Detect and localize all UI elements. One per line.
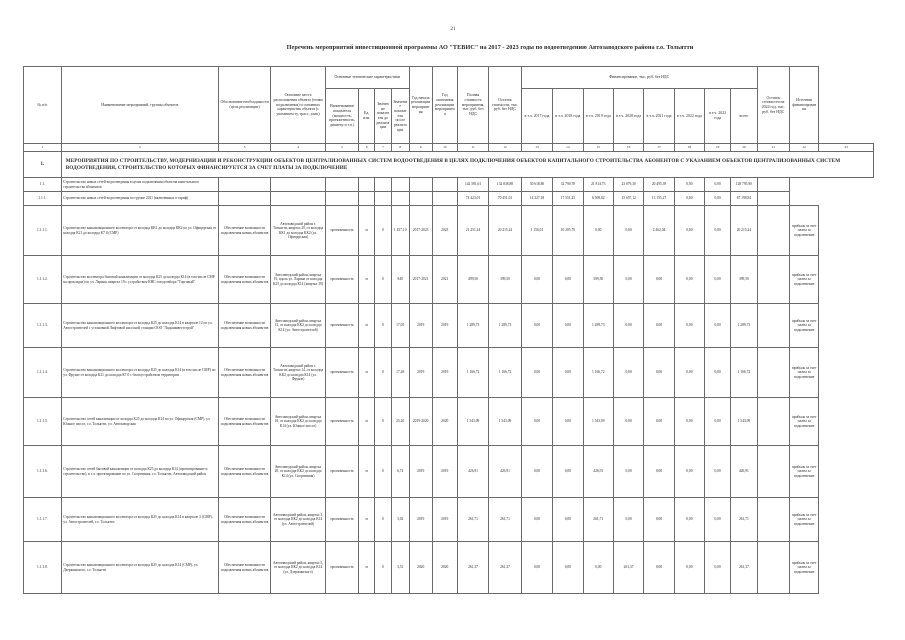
row-year-start: 2019-2020: [409, 398, 432, 446]
column-index-cell: 22: [790, 144, 819, 152]
row-fin-year: 0,00: [583, 542, 613, 594]
row-fin-year: 261,37: [613, 542, 643, 594]
row-param: протяженность: [325, 256, 359, 304]
row-unit: м: [359, 304, 375, 348]
row-fin-year: 0,00: [674, 304, 704, 348]
column-index-cell: 1: [24, 144, 62, 152]
column-index-cell: 6: [359, 144, 375, 152]
header-source: Источник финансирования: [790, 67, 819, 144]
row-total: 399,50: [731, 256, 757, 304]
subtotal-cell: 0,00: [674, 178, 704, 192]
row-need: Обеспечение возможности подключения новых абонентов: [218, 348, 270, 398]
row-cost-left: 399,50: [489, 256, 521, 304]
subtotal-cell: [757, 178, 789, 192]
column-index-cell: 3: [218, 144, 270, 152]
row-year-start: 2020: [409, 542, 432, 594]
row-fin-year: 0,00: [583, 206, 613, 256]
subtotal-cell: [432, 178, 457, 192]
row-cost-plan: 426,91: [457, 446, 488, 498]
subtotal-cell: 23 079,30: [613, 178, 643, 192]
row-unit: м: [359, 206, 375, 256]
column-index-cell: 10: [432, 144, 457, 152]
row-name: Строительство канализационного коллектора от колодца К25 до колодца К14 (СМР), ул. Дзержинского, г.о. Тольятти: [61, 542, 218, 594]
header-num: № п/п: [24, 67, 62, 144]
row-fin-year: 2 462,04: [644, 206, 674, 256]
subtotal-cell: 128 795,90: [731, 178, 757, 192]
row-year-end: 2019: [432, 304, 457, 348]
subtotal-cell: 6 508,02: [583, 192, 613, 206]
subtotal-cell: 32 790,78: [553, 178, 583, 192]
column-index-cell: 11: [457, 144, 488, 152]
row-fin-year: 0,00: [705, 206, 731, 256]
header-val-before: Значение показателя до реализации: [375, 89, 392, 144]
row-fin-year: 0,00: [705, 446, 731, 498]
row-remain: [757, 498, 789, 542]
row-year-end: 2020: [432, 542, 457, 594]
column-index-cell: 8: [391, 144, 409, 152]
row-year-end: 2020: [432, 398, 457, 446]
subtotal-cell: [391, 178, 409, 192]
row-fin-year: 0,00: [674, 446, 704, 498]
header-tech-group: Основные технические характеристики: [325, 67, 409, 89]
column-index-cell: 17: [644, 144, 674, 152]
row-cost-plan: 499,50: [457, 256, 488, 304]
column-index-cell: 23: [819, 144, 874, 152]
page-number: 21: [450, 27, 456, 32]
column-index-cell: 4: [271, 144, 325, 152]
row-unit: м: [359, 542, 375, 594]
row-cost-left: 1 289,73: [489, 304, 521, 348]
row-name: Строительство канализационного коллектора от колодца КК1 до колодца КК2 по ул. Офицерская от колодца К21 до колодца К7.0 (СМР): [61, 206, 218, 256]
row-source: прибыль за счет платы за подключение: [790, 498, 819, 542]
table-row: [24, 498, 874, 542]
row-fin-year: 0,00: [553, 348, 583, 398]
subtotal-cell: [375, 192, 392, 206]
subtotal-cell: [375, 178, 392, 192]
row-remain: [757, 542, 789, 594]
row-param: протяженность: [325, 304, 359, 348]
row-fin-year: 0,00: [553, 542, 583, 594]
row-source: прибыль за счет платы за подключение: [790, 398, 819, 446]
table-body: [24, 67, 874, 594]
row-param: протяженность: [325, 542, 359, 594]
subtotal-cell: 74 423,01: [457, 192, 488, 206]
row-num: 1.1.1.8.: [24, 542, 62, 594]
header-tech-param: Наименование показателя (мощность, протяженность, диаметр и т.п.): [325, 89, 359, 144]
row-fin-year: 0,00: [521, 398, 552, 446]
row-year-end: 2023: [432, 206, 457, 256]
table-row: [24, 542, 874, 594]
row-value-before: 0: [375, 398, 392, 446]
row-year-start: 2019: [409, 498, 432, 542]
subtotal-cell: 21 814,73: [583, 178, 613, 192]
row-year-end: 2021: [432, 256, 457, 304]
row-total: 261,71: [731, 498, 757, 542]
row-year-end: 2019: [432, 446, 457, 498]
column-index-cell: 2: [61, 144, 218, 152]
subtotal-cell: [218, 178, 270, 192]
subtotal-cell: 0,00: [674, 192, 704, 206]
subtotal-cell: 30 618,80: [521, 178, 552, 192]
row-desc: Автозаводский район, квартал 3, от колодца КК2 до колодца К14 (ул. Автостроителей): [271, 498, 325, 542]
header-cost-left: Остаток стоимости, тыс. руб. без НДС: [489, 67, 521, 144]
row-param: протяженность: [325, 446, 359, 498]
row-year-end: 2019: [432, 348, 457, 398]
table-row: [24, 206, 874, 256]
row-value-after: 3,51: [391, 542, 409, 594]
row-cost-plan: 261,37: [457, 542, 488, 594]
column-index-cell: 19: [705, 144, 731, 152]
row-unit: м: [359, 446, 375, 498]
row-need: Обеспечение возможности подключения новых абонентов: [218, 498, 270, 542]
row-fin-year: 0,00: [613, 446, 643, 498]
row-remain: [757, 256, 789, 304]
row-source: прибыль за счет платы за подключение: [790, 304, 819, 348]
row-year-start: 2017-2021: [409, 256, 432, 304]
row-fin-year: 0,00: [613, 348, 643, 398]
subtotal-num: 1.1.: [24, 178, 62, 192]
row-remain: [757, 446, 789, 498]
row-source: прибыль за счет платы за подключение: [790, 446, 819, 498]
section-title: МЕРОПРИЯТИЯ ПО СТРОИТЕЛЬСТВУ, МОДЕРНИЗАЦИИ И РЕКОНСТРУКЦИИ ОБЪЕКТОВ ЦЕНТРАЛИЗОВАННЫХ СИСТЕМ ВОДООТВЕДЕНИЯ В ЦЕЛЯХ ПОДКЛЮЧЕНИЯ ОБЪЕКТОВ КАПИТАЛЬНОГО СТРОИТЕЛЬСТВА АБОНЕНТОВ С УКАЗАНИЕМ ОБЪЕКТОВ ЦЕНТРАЛИЗОВАННЫХ СИСТЕМ ВОДООТВЕДЕНИЯ, СТРОИТЕЛЬСТВО КОТОРЫХ ФИНАНСИРУЕТСЯ ЗА СЧЕТ ПЛАТЫ ЗА ПОДКЛЮЧЕНИЕ: [61, 152, 873, 178]
row-need: Обеспечение возможности подключения новых абонентов: [218, 446, 270, 498]
column-index-cell: 15: [583, 144, 613, 152]
header-y2021: в т.ч. 2021 года: [644, 89, 674, 144]
header-y2017: в т.ч. 2017 года: [521, 89, 552, 144]
row-fin-year: 0,00: [705, 398, 731, 446]
row-fin-year: 0,00: [521, 498, 552, 542]
row-desc: Автозаводский район, квартал 20, от колодца КК2 до колодца К14 (ул. Спортивная): [271, 446, 325, 498]
subtotal-name: Строительство новых сетей водоотведения в целях подключения объектов капитального строительства абонентов: [61, 178, 218, 192]
row-fin-year: 0,00: [644, 542, 674, 594]
subtotal-cell: [409, 192, 432, 206]
row-cost-plan: 1 289,73: [457, 304, 488, 348]
row-fin-year: 0,00: [705, 304, 731, 348]
row-fin-year: 0,00: [705, 348, 731, 398]
row-fin-year: 1 156,01: [521, 206, 552, 256]
row-total: 426,91: [731, 446, 757, 498]
column-index-cell: 7: [375, 144, 392, 152]
row-source: прибыль за счет платы за подключение: [790, 348, 819, 398]
row-value-after: 17,05: [391, 304, 409, 348]
row-fin-year: 0,00: [613, 206, 643, 256]
header-year-end: Год окончания реализации мероприятия: [432, 67, 457, 144]
header-need: Обоснование необходимости (цель реализации): [218, 67, 270, 144]
subtotal-cell: [271, 192, 325, 206]
row-fin-year: 0,00: [553, 256, 583, 304]
subtotal-cell: [432, 192, 457, 206]
subtotal-cell: [271, 178, 325, 192]
row-fin-year: 399,50: [583, 256, 613, 304]
row-fin-year: 0,00: [521, 304, 552, 348]
row-total: 20 215,24: [731, 206, 757, 256]
subtotal-cell: [409, 178, 432, 192]
row-remain: [757, 348, 789, 398]
subtotal-num: 1.1.1.: [24, 192, 62, 206]
row-fin-year: 10 205,70: [553, 206, 583, 256]
row-fin-year: 1 543,09: [583, 398, 613, 446]
row-cost-plan: 1 166,72: [457, 348, 488, 398]
row-fin-year: 0,00: [521, 446, 552, 498]
row-need: Обеспечение возможности подключения новых абонентов: [218, 256, 270, 304]
row-value-before: 0: [375, 498, 392, 542]
row-param: протяженность: [325, 498, 359, 542]
header-y2018: в т.ч. 2018 года: [553, 89, 583, 144]
row-desc: Автозаводский район, квартал 5, от колодца КК2 до колодца К14 (ул. Дзержинского): [271, 542, 325, 594]
row-value-before: 0: [375, 348, 392, 398]
header-unit: Ед. изм.: [359, 89, 375, 144]
row-year-end: 2019: [432, 498, 457, 542]
row-fin-year: 1 166,72: [583, 348, 613, 398]
row-param: протяженность: [325, 348, 359, 398]
row-remain: [757, 304, 789, 348]
header-y2022: в т.ч. 2022 года: [674, 89, 704, 144]
row-desc: Автозаводский район г. Тольятти, квартал 14, от колодца КК2 до колодца К14 (ул. Фрунзе): [271, 348, 325, 398]
row-param: протяженность: [325, 398, 359, 446]
row-need: Обеспечение возможности подключения новых абонентов: [218, 398, 270, 446]
row-desc: Автозаводский район, квартал 12, от колодца КК2 до колодца К14 (ул. Автостроителей): [271, 304, 325, 348]
row-fin-year: 0,00: [521, 256, 552, 304]
row-value-before: 0: [375, 446, 392, 498]
row-year-start: 2019: [409, 446, 432, 498]
row-fin-year: 0,00: [674, 206, 704, 256]
row-cost-plan: 1 543,09: [457, 398, 488, 446]
column-index-cell: 16: [613, 144, 643, 152]
column-index-cell: 13: [521, 144, 552, 152]
subtotal-cell: 132 838,88: [489, 178, 521, 192]
row-name: Строительство канализационного коллектора от колодца К25 до колодца К14 в квартале 3 (СМР), ул. Автостроителей, г.о. Тольятти: [61, 498, 218, 542]
row-unit: м: [359, 498, 375, 542]
row-fin-year: 0,00: [705, 542, 731, 594]
subtotal-cell: 0,00: [705, 178, 731, 192]
row-cost-left: 261,71: [489, 498, 521, 542]
header-y2019: в т.ч. 2019 года: [583, 89, 613, 144]
header-y2023: в т.ч. 2023 года: [705, 89, 731, 144]
row-fin-year: 0,00: [644, 304, 674, 348]
investment-table: [23, 66, 874, 594]
row-fin-year: 0,00: [644, 498, 674, 542]
subtotal-cell: [325, 178, 359, 192]
row-fin-year: 0,00: [553, 498, 583, 542]
row-unit: м: [359, 256, 375, 304]
row-source: прибыль за счет платы за подключение: [790, 256, 819, 304]
subtotal-cell: [325, 192, 359, 206]
subtotal-cell: 67 198,84: [731, 192, 757, 206]
row-value-before: 0: [375, 256, 392, 304]
subtotal-cell: 13 155,27: [644, 192, 674, 206]
row-year-start: 2017-2023: [409, 206, 432, 256]
subtotal-row: [24, 192, 874, 206]
row-remain: [757, 206, 789, 256]
row-source: прибыль за счет платы за подключение: [790, 542, 819, 594]
row-cost-left: 1 166,72: [489, 348, 521, 398]
row-unit: м: [359, 348, 375, 398]
header-y2020: в т.ч. 2020 года: [613, 89, 643, 144]
row-fin-year: 0,00: [644, 348, 674, 398]
row-fin-year: 0,00: [521, 542, 552, 594]
subtotal-cell: [218, 192, 270, 206]
row-total: 1 289,73: [731, 304, 757, 348]
row-value-after: 840: [391, 256, 409, 304]
subtotal-cell: 14 327,18: [521, 192, 552, 206]
row-num: 1.1.1.2.: [24, 256, 62, 304]
row-value-before: 0: [375, 542, 392, 594]
row-fin-year: 0,00: [521, 348, 552, 398]
column-index-cell: 14: [553, 144, 583, 152]
row-cost-left: 261,37: [489, 542, 521, 594]
row-value-before: 0: [375, 304, 392, 348]
column-index-cell: 18: [674, 144, 704, 152]
row-value-after: 6,74: [391, 446, 409, 498]
row-desc: Автозаводский район, квартал 18, от колодца КК2 до колодца К14 (ул. Южное шоссе): [271, 398, 325, 446]
row-fin-year: 0,00: [644, 256, 674, 304]
row-total: 261,37: [731, 542, 757, 594]
column-index-row: [24, 144, 874, 152]
subtotal-cell: [757, 192, 789, 206]
table-row: [24, 446, 874, 498]
row-fin-year: 0,00: [553, 304, 583, 348]
table-row: [24, 398, 874, 446]
row-num: 1.1.1.5.: [24, 398, 62, 446]
row-fin-year: 0,00: [674, 398, 704, 446]
row-cost-left: 426,91: [489, 446, 521, 498]
row-value-after: 1 457,10: [391, 206, 409, 256]
row-fin-year: 0,00: [644, 446, 674, 498]
subtotal-cell: [359, 192, 375, 206]
row-fin-year: 0,00: [613, 398, 643, 446]
subtotal-row: [24, 178, 874, 192]
row-num: 1.1.1.6.: [24, 446, 62, 498]
header-desc: Описание места расположения объекта (точки подключения) и основных характеристик объекта (с указанием ту, трасс, улиц): [271, 67, 325, 144]
header-total: всего: [731, 89, 757, 144]
column-index-cell: 9: [409, 144, 432, 152]
row-unit: м: [359, 398, 375, 446]
row-total: 1 543,09: [731, 398, 757, 446]
row-year-start: 2019: [409, 304, 432, 348]
row-name: Строительство канализационного коллектора от колодца К25 до колодца К14 (в том числе СМР) по ул. Фрунзе от колодца К21 до колодца К7.0 с благоустройством территории: [61, 348, 218, 398]
section-num: 1.: [24, 152, 62, 178]
header-fin-group: Финансирование, тыс. руб. без НДС: [521, 67, 757, 89]
row-name: Строительство коллектора бытовой канализации от колодца К25 до колодца К14 (в том числе СМР на прокладке) по ул. Ларина, квартал 19 с устройством КНС и водозабора "Торговый": [61, 256, 218, 304]
row-value-after: 3,02: [391, 498, 409, 542]
header-val-after: Значение показателя после реализации: [391, 89, 409, 144]
row-fin-year: 0,00: [553, 446, 583, 498]
row-value-after: 17,28: [391, 348, 409, 398]
row-num: 1.1.1.3.: [24, 304, 62, 348]
row-fin-year: 0,00: [674, 498, 704, 542]
subtotal-cell: 20 495,39: [644, 178, 674, 192]
row-fin-year: 0,00: [674, 542, 704, 594]
row-num: 1.1.1.4.: [24, 348, 62, 398]
row-fin-year: 426,91: [583, 446, 613, 498]
row-fin-year: 0,00: [613, 498, 643, 542]
row-fin-year: 0,00: [644, 398, 674, 446]
row-cost-plan: 261,71: [457, 498, 488, 542]
page-title: Перечень мероприятий инвестиционной программы АО "ТЕВИС" на 2017 - 2023 годы по водоотведению Автозаводского района г.о. Тольятти: [286, 44, 694, 51]
table-row: [24, 348, 874, 398]
row-value-before: 0: [375, 206, 392, 256]
row-need: Обеспечение возможности подключения новых абонентов: [218, 206, 270, 256]
row-fin-year: 0,00: [674, 256, 704, 304]
column-index-cell: 20: [731, 144, 757, 152]
subtotal-name: Строительство новых сетей водоотведения по группе 2011 (включенных в тариф): [61, 192, 218, 206]
row-fin-year: 0,00: [553, 398, 583, 446]
row-fin-year: 261,71: [583, 498, 613, 542]
row-source: прибыль за счет платы за подключение: [790, 206, 819, 256]
header-remain: Остаток стоимости на 2024 год, тыс. руб. без НДС: [757, 67, 789, 144]
row-fin-year: 0,00: [705, 498, 731, 542]
row-cost-plan: 21 251,24: [457, 206, 488, 256]
header-cost-plan: Полная стоимость мероприятия, тыс. руб. без НДС: [457, 67, 488, 144]
row-fin-year: 0,00: [705, 256, 731, 304]
row-need: Обеспечение возможности подключения новых абонентов: [218, 304, 270, 348]
row-remain: [757, 398, 789, 446]
header-year-start: Год начала реализации мероприятия: [409, 67, 432, 144]
row-need: Обеспечение возможности подключения новых абонентов: [218, 542, 270, 594]
column-index-cell: 12: [489, 144, 521, 152]
row-name: Строительство сетей канализации от колодца К25 до колодца К14 по ул. Офицерская (СМР), ул. Южное шоссе, г.о. Тольятти, ул. Автозаводская: [61, 398, 218, 446]
subtotal-cell: [359, 178, 375, 192]
header-name: Наименование мероприятий, группы объектов: [61, 67, 218, 144]
table-row: [24, 256, 874, 304]
row-fin-year: 0,00: [674, 348, 704, 398]
row-name: Строительство канализационного коллектора от колодца К25 до колодца К14 в квартале 12 по ул. Автостроителей с установкой Лифтовой насосной станции ООО "Ладьяинвестстрой": [61, 304, 218, 348]
subtotal-cell: 17 551,25: [553, 192, 583, 206]
row-param: протяженность: [325, 206, 359, 256]
row-desc: Автозаводский район, квартал 19, вдоль ул. Ларина от колодца К25 до колодца К14 (квартал 19): [271, 256, 325, 304]
row-fin-year: 0,00: [613, 304, 643, 348]
row-total: 1 166,72: [731, 348, 757, 398]
table-row: [24, 304, 874, 348]
row-name: Строительство сетей бытовой канализации от колодца К25 до колодца К14 (проектирование и строительство), в т.ч. проектирование по ул. Спортивная, г.о. Тольятти, Автозаводский район: [61, 446, 218, 498]
subtotal-cell: 15 657,12: [613, 192, 643, 206]
row-fin-year: 0,00: [613, 256, 643, 304]
column-index-cell: 5: [325, 144, 359, 152]
row-num: 1.1.1.7.: [24, 498, 62, 542]
row-cost-left: 20 215,24: [489, 206, 521, 256]
subtotal-cell: 0,00: [705, 192, 731, 206]
row-num: 1.1.1.1.: [24, 206, 62, 256]
row-value-after: 25,20: [391, 398, 409, 446]
column-index-cell: 21: [757, 144, 789, 152]
subtotal-cell: [391, 192, 409, 206]
row-cost-left: 1 543,09: [489, 398, 521, 446]
row-fin-year: 1 289,73: [583, 304, 613, 348]
row-year-start: 2019: [409, 348, 432, 398]
subtotal-cell: 70 451,01: [489, 192, 521, 206]
subtotal-cell: 142 581,61: [457, 178, 488, 192]
row-desc: Автозаводский район г. Тольятти, квартал 20, от колодца КК1 до колодца КК2 (ул. Офицерская): [271, 206, 325, 256]
